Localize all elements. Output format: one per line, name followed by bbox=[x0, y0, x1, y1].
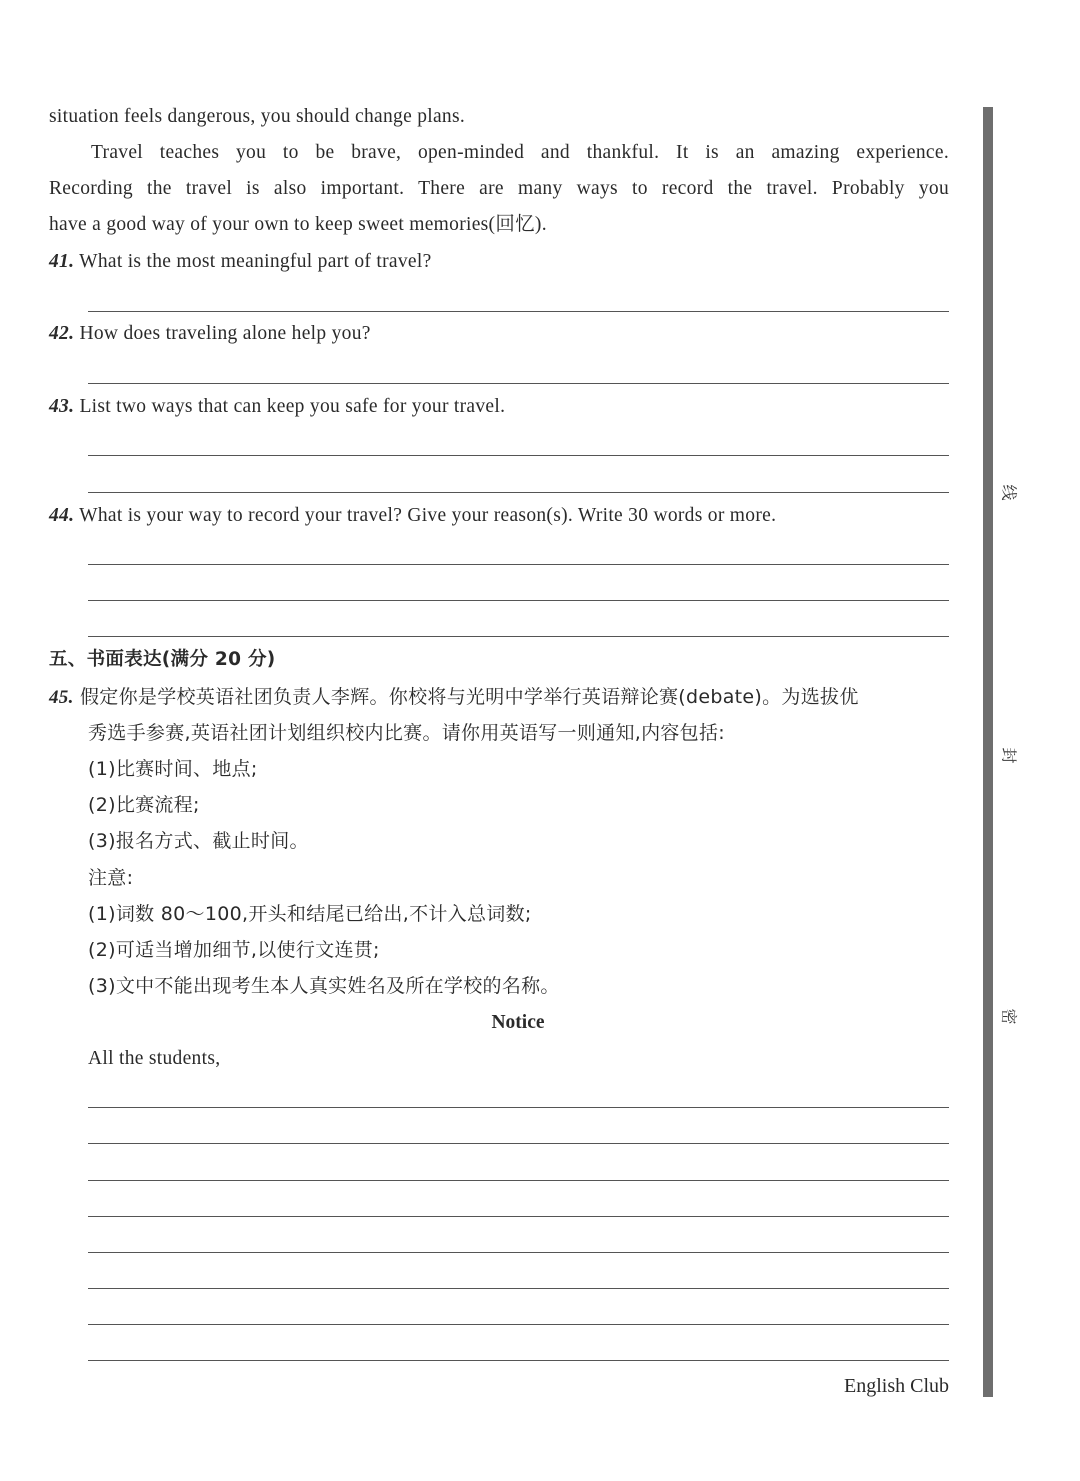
writing-line-5[interactable] bbox=[88, 1252, 949, 1253]
question-text: List two ways that can keep you safe for your travel. bbox=[79, 396, 506, 417]
question-text: How does traveling alone help you? bbox=[79, 323, 371, 344]
salutation: All the students, bbox=[88, 1048, 221, 1069]
binding-margin-bar bbox=[983, 107, 993, 1397]
answer-line-44b[interactable] bbox=[88, 600, 949, 601]
prompt-text-1: 假定你是学校英语社团负责人李辉。你校将与光明中学举行英语辩论赛(debate)。为选拔优 bbox=[80, 686, 859, 708]
question-text: What is the most meaningful part of travel? bbox=[79, 251, 432, 272]
question-44 bbox=[49, 504, 949, 528]
note-3: (3)文中不能出现考生本人真实姓名及所在学校的名称。 bbox=[88, 975, 560, 997]
passage-line-2: Travel teaches you to be brave, open-minded and thankful. It is an amazing experience. bbox=[91, 142, 949, 163]
answer-line-41[interactable] bbox=[88, 311, 949, 312]
note-2: (2)可适当增加细节,以使行文连贯; bbox=[88, 939, 380, 961]
writing-line-4[interactable] bbox=[88, 1216, 949, 1217]
writing-line-1[interactable] bbox=[88, 1107, 949, 1108]
answer-line-43a[interactable] bbox=[88, 455, 949, 456]
passage-line-1: situation feels dangerous, you should change plans. bbox=[49, 106, 466, 127]
question-number: 43. bbox=[49, 396, 75, 417]
content-item-2: (2)比赛流程; bbox=[88, 794, 200, 816]
signature: English Club bbox=[843, 1375, 949, 1397]
note-1: (1)词数 80～100,开头和结尾已给出,不计入总词数; bbox=[88, 903, 532, 925]
content-item-3: (3)报名方式、截止时间。 bbox=[88, 830, 309, 852]
writing-line-2[interactable] bbox=[88, 1143, 949, 1144]
writing-line-7[interactable] bbox=[88, 1324, 949, 1325]
question-text: What is your way to record your travel? Give your reason(s). Write 30 words or more. bbox=[79, 505, 777, 526]
answer-line-42[interactable] bbox=[88, 383, 949, 384]
question-number: 42. bbox=[49, 323, 75, 344]
question-45-line-2: 秀选手参赛,英语社团计划组织校内比赛。请你用英语写一则通知,内容包括: bbox=[88, 722, 725, 744]
content-item-1: (1)比赛时间、地点; bbox=[88, 758, 258, 780]
writing-line-6[interactable] bbox=[88, 1288, 949, 1289]
section-heading: 五、书面表达(满分 20 分) bbox=[49, 649, 276, 670]
question-number: 41. bbox=[49, 251, 75, 272]
writing-line-8[interactable] bbox=[88, 1360, 949, 1361]
question-42 bbox=[49, 322, 949, 346]
binding-char-seal: 封 bbox=[999, 747, 1019, 764]
answer-line-44a[interactable] bbox=[88, 564, 949, 565]
notice-title: Notice bbox=[491, 1012, 545, 1033]
answer-line-44c[interactable] bbox=[88, 636, 949, 637]
passage-line-4: have a good way of your own to keep sweet memories(回忆). bbox=[49, 214, 547, 235]
question-41 bbox=[49, 250, 949, 274]
question-number: 44. bbox=[49, 505, 75, 526]
question-45-line-1 bbox=[49, 685, 949, 710]
note-label: 注意: bbox=[88, 867, 134, 889]
passage-line-3: Recording the travel is also important. There are many ways to record the travel. Probably you bbox=[49, 178, 949, 199]
binding-char-line: 线 bbox=[999, 484, 1019, 501]
writing-line-3[interactable] bbox=[88, 1180, 949, 1181]
answer-line-43b[interactable] bbox=[88, 492, 949, 493]
question-number: 45. bbox=[49, 687, 74, 708]
question-43 bbox=[49, 395, 949, 419]
binding-char-secret: 密 bbox=[999, 1008, 1019, 1025]
